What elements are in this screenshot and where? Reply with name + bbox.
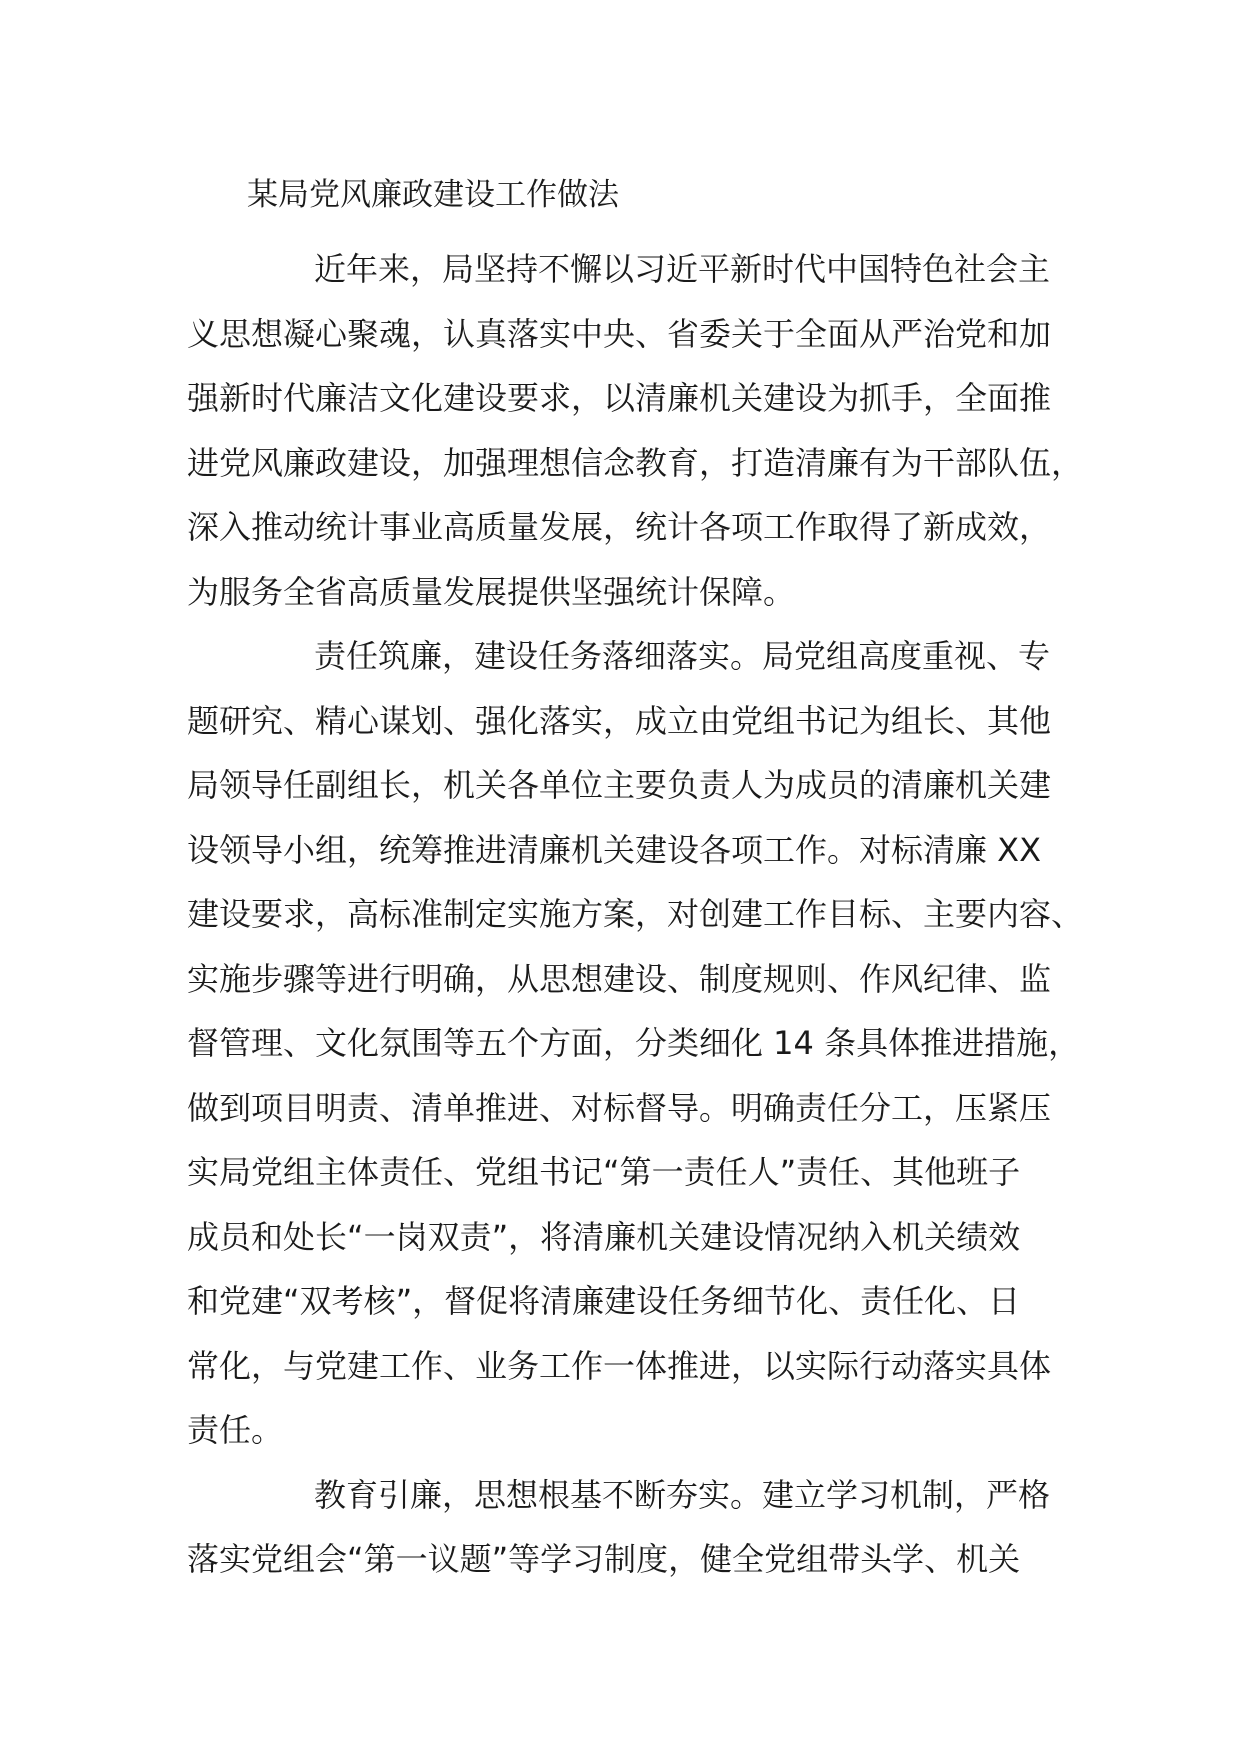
text-line: 责任筑廉，建设任务落细落实。局党组高度重视、专 [314,637,1051,675]
text-line: 局领导任副组长，机关各单位主要负责人为成员的清廉机关建 [187,766,1052,804]
text-line: 做到项目明责、清单推进、对标督导。明确责任分工，压紧压 [187,1088,1052,1127]
text-line: 教育引廉，思想根基不断夯实。建立学习机制，严格 [314,1475,1051,1514]
text-line: 实局党组主体责任、党组书记“第一责任人”责任、其他班子 [187,1153,1021,1191]
document-title: 某局党风廉政建设工作做法 [247,177,619,213]
text-line: 深入推动统计事业高质量发展，统计各项工作取得了新成效， [187,508,1052,546]
text-line: 义思想凝心聚魂，认真落实中央、省委关于全面从严治党和加 [187,314,1052,353]
text-line: 落实党组会“第一议题”等学习制度，健全党组带头学、机关 [187,1540,1021,1578]
text-line: 责任。 [187,1411,284,1449]
text-line: 进党风廉政建设，加强理想信念教育，打造清廉有为干部队伍， [187,443,1084,482]
text-line: 督管理、文化氛围等五个方面，分类细化 14 条具体推进措施， [187,1024,1081,1062]
text-line: 成员和处长“一岗双责”，将清廉机关建设情况纳入机关绩效 [187,1217,1021,1256]
text-line: 强新时代廉洁文化建设要求，以清廉机关建设为抓手，全面推 [187,379,1052,417]
text-line: 题研究、精心谋划、强化落实，成立由党组书记为组长、其他 [187,701,1052,740]
text-line: 为服务全省高质量发展提供坚强统计保障。 [187,572,796,611]
text-line: 常化，与党建工作、业务工作一体推进，以实际行动落实具体 [187,1346,1052,1385]
text-line: 近年来，局坚持不懈以习近平新时代中国特色社会主 [314,250,1051,288]
document-body [187,237,1087,1592]
text-line: 建设要求，高标准制定实施方案，对创建工作目标、主要内容、 [187,895,1084,933]
text-line: 实施步骤等进行明确，从思想建设、制度规则、作风纪律、监 [187,959,1052,998]
text-line: 设领导小组，统筹推进清廉机关建设各项工作。对标清廉 XX [187,830,1042,869]
text-line: 和党建“双考核”，督促将清廉建设任务细节化、责任化、日 [187,1282,1021,1320]
